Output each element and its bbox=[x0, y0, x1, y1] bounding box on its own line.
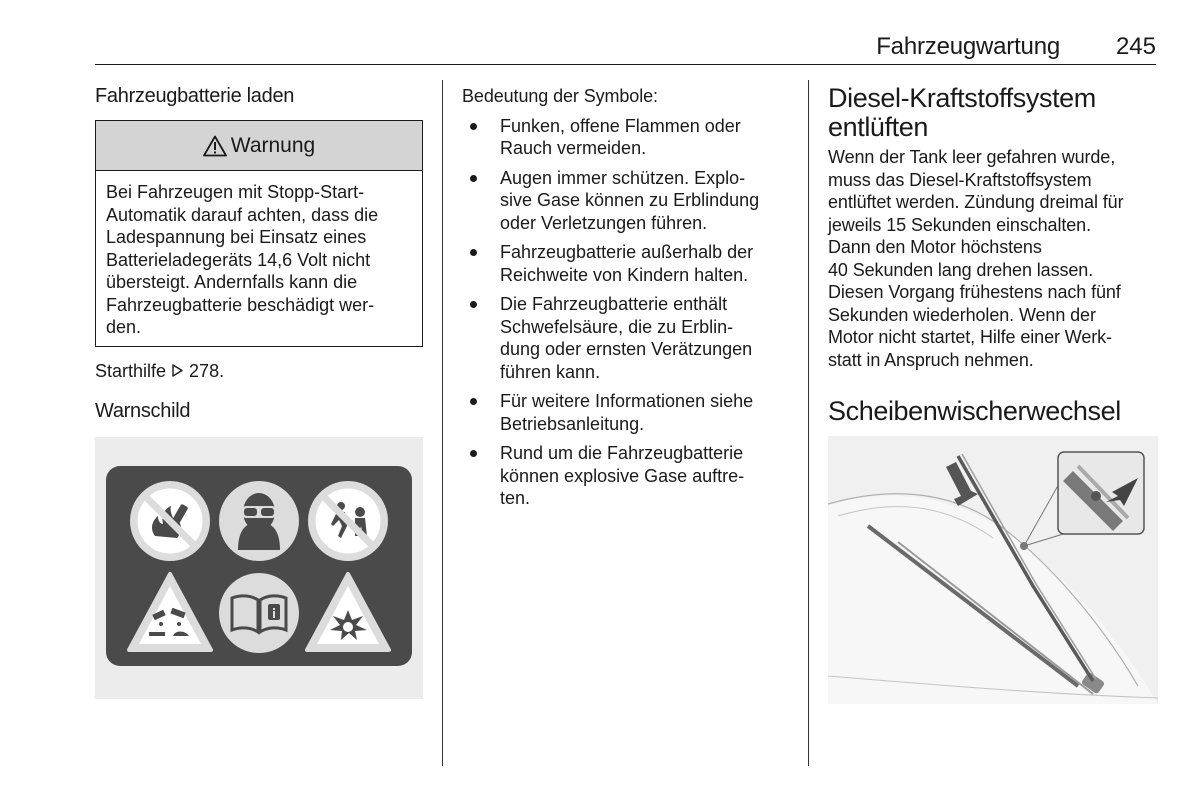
warning-line: Fahrzeugbatterie beschädigt wer- bbox=[106, 294, 375, 315]
body-line: statt in Anspruch nehmen. bbox=[828, 349, 1034, 370]
column-divider-right bbox=[808, 80, 809, 766]
list-item-line: Funken, offene Flammen oder bbox=[500, 115, 741, 136]
reference-page: 278. bbox=[189, 360, 225, 381]
column-divider-left bbox=[442, 80, 443, 766]
warning-line: übersteigt. Andernfalls kann die bbox=[106, 272, 358, 292]
body-line: 40 Sekunden lang drehen lassen. bbox=[828, 259, 1094, 280]
warning-header bbox=[96, 121, 422, 171]
column-2 bbox=[462, 85, 788, 517]
body-line: Sekunden wiederholen. Wenn der bbox=[828, 304, 1096, 325]
warning-title: Warnung bbox=[230, 133, 316, 157]
list-item-line: Fahrzeugbatterie außerhalb der bbox=[500, 242, 754, 262]
list-item-line: dung oder ernsten Verätzungen bbox=[500, 339, 753, 359]
diesel-bleeding-title bbox=[828, 84, 1158, 142]
title-line: Diesel-Kraftstoffsystem bbox=[828, 83, 1096, 113]
warning-box bbox=[95, 120, 423, 347]
body-line: jeweils 15 Sekunden einschalten. bbox=[828, 214, 1091, 235]
symbol-meanings-list bbox=[462, 115, 788, 510]
wiper-illustration bbox=[828, 436, 1158, 704]
eye-protection-symbol bbox=[216, 478, 302, 564]
column-3 bbox=[828, 84, 1158, 704]
column-1 bbox=[95, 84, 423, 699]
keep-children-away-symbol bbox=[305, 478, 391, 564]
battery-warning-sign-figure bbox=[95, 437, 423, 699]
page-reference-arrow-icon bbox=[170, 363, 185, 378]
body-line: Motor nicht startet, Hilfe einer Werk- bbox=[828, 327, 1112, 347]
body-line: entlüftet werden. Zündung dreimal für bbox=[828, 192, 1124, 212]
read-manual-symbol bbox=[216, 570, 302, 656]
list-item-line: ten. bbox=[500, 488, 531, 508]
header-section-title: Fahrzeugwartung bbox=[876, 33, 1060, 60]
explosion-hazard-symbol bbox=[305, 570, 391, 656]
list-item-line: Augen immer schützen. Explo- bbox=[500, 167, 746, 188]
warning-sign-plate bbox=[106, 466, 412, 666]
list-item-line: sive Gase können zu Erblindung bbox=[500, 190, 760, 210]
warning-line: Ladespannung bei Einsatz eines bbox=[106, 227, 367, 247]
no-flame-symbol bbox=[127, 478, 213, 564]
list-item-line: oder Verletzungen führen. bbox=[500, 212, 708, 233]
list-item bbox=[462, 293, 788, 383]
body-line: Diesen Vorgang frühestens nach fünf bbox=[828, 282, 1121, 302]
body-line: Dann den Motor höchstens bbox=[828, 237, 1042, 257]
list-item-line: Reichweite von Kindern halten. bbox=[500, 264, 749, 285]
list-item bbox=[462, 167, 788, 235]
battery-charging-heading: Fahrzeugbatterie laden bbox=[95, 85, 295, 107]
jump-start-reference[interactable] bbox=[95, 360, 423, 382]
list-item-line: können explosive Gase auftre- bbox=[500, 465, 745, 486]
header-rule bbox=[95, 64, 1156, 65]
warning-line: Bei Fahrzeugen mit Stopp-Start- bbox=[106, 182, 365, 202]
body-line: muss das Diesel-Kraftstoffsystem bbox=[828, 169, 1092, 190]
symbols-intro: Bedeutung der Symbole: bbox=[462, 86, 658, 106]
title-line: entlüften bbox=[828, 112, 928, 142]
list-item-line: Betriebsanleitung. bbox=[500, 413, 645, 434]
list-item-line: führen kann. bbox=[500, 361, 601, 382]
list-item bbox=[462, 390, 788, 435]
list-item-line: Schwefelsäure, die zu Erblin- bbox=[500, 316, 734, 337]
warning-line: den. bbox=[106, 317, 142, 337]
wiper-replacement-title: Scheibenwischerwechsel bbox=[828, 396, 1121, 426]
list-item bbox=[462, 115, 788, 160]
body-line: Wenn der Tank leer gefahren wurde, bbox=[828, 147, 1116, 167]
warning-body bbox=[96, 171, 422, 346]
warning-triangle-icon bbox=[203, 135, 227, 157]
list-item-line: Für weitere Informationen siehe bbox=[500, 391, 754, 411]
warning-line: Automatik darauf achten, dass die bbox=[106, 204, 379, 225]
page-number: 245 bbox=[1115, 33, 1156, 60]
warning-sign-heading: Warnschild bbox=[95, 399, 191, 422]
list-item-line: Die Fahrzeugbatterie enthält bbox=[500, 294, 728, 314]
list-item bbox=[462, 241, 788, 286]
warning-line: Batterieladegeräts 14,6 Volt nicht bbox=[106, 249, 371, 270]
acid-hazard-symbol bbox=[127, 570, 213, 656]
diesel-bleeding-body bbox=[828, 146, 1158, 371]
wiper-drawing bbox=[828, 436, 1158, 704]
list-item bbox=[462, 442, 788, 510]
list-item-line: Rund um die Fahrzeugbatterie bbox=[500, 443, 744, 463]
reference-label: Starthilfe bbox=[95, 360, 167, 381]
list-item-line: Rauch vermeiden. bbox=[500, 138, 647, 158]
